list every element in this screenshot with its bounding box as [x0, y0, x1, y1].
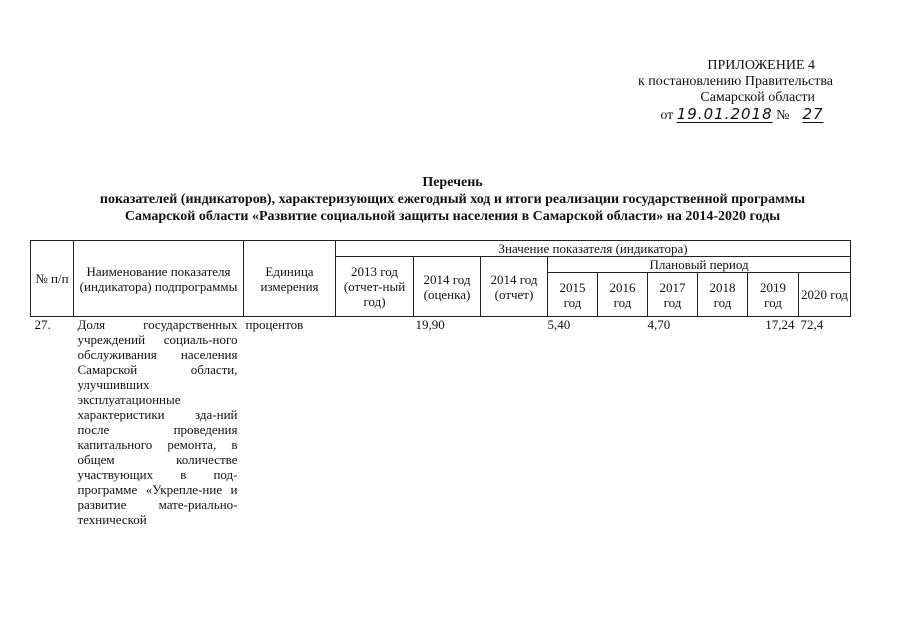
- header-2014-report: 2014 год (отчет): [481, 257, 548, 317]
- title-line-3: Самарской области «Развитие социальной защиты населения в Самарской области» на 2014-2020 годы: [124, 209, 781, 224]
- title-line-2: показателей (индикаторов), характеризующих ежегодный ход и итоги реализации государственной программы: [99, 192, 806, 207]
- handwritten-date: 19.01.2018: [676, 105, 773, 123]
- row-value-2013: [336, 317, 414, 528]
- header-2017: 2017 год: [648, 273, 698, 317]
- header-name: Наименование показателя (индикатора) подпрограммы: [74, 241, 244, 317]
- header-2019: 2019 год: [748, 273, 799, 317]
- row-value-2014-report: [481, 317, 548, 528]
- row-indicator-name: Доля государственных учреждений социаль-ного обслуживания населения Самарской области, улучшивших эксплуатационные характеристики зда-ний после проведения капитального ремонта, в общем количестве участвующих в под-программе «Укрепле-ние и развитие мате-риально-технической: [74, 317, 244, 528]
- header-2020: 2020 год: [799, 273, 851, 317]
- header-planned-period: Плановый период: [548, 257, 851, 273]
- appendix-date-line: [638, 106, 833, 124]
- row-value-2014-estimate: 19,90: [414, 317, 481, 528]
- row-unit: процентов: [244, 317, 336, 528]
- header-value-group: Значение показателя (индикатора): [336, 241, 851, 257]
- header-num: № п/п: [31, 241, 74, 317]
- document-title: [0, 174, 905, 225]
- row-number: 27.: [31, 317, 74, 528]
- number-sign: №: [776, 108, 790, 123]
- table-row: [31, 317, 851, 528]
- row-value-2020: 72,4: [799, 317, 851, 528]
- row-value-2017: 4,70: [648, 317, 698, 528]
- title-line-1: Перечень: [422, 175, 483, 190]
- appendix-title: ПРИЛОЖЕНИЕ 4: [707, 58, 815, 73]
- row-value-2016: [598, 317, 648, 528]
- header-2013: 2013 год (отчет-ный год): [336, 257, 414, 317]
- appendix-resolution-line: к постановлению Правительства: [637, 74, 833, 89]
- header-2018: 2018 год: [698, 273, 748, 317]
- row-value-2019: 17,24: [748, 317, 799, 528]
- appendix-block: [638, 58, 833, 124]
- indicators-table: [30, 240, 850, 580]
- header-unit: Единица измерения: [244, 241, 336, 317]
- date-prefix: от: [660, 108, 674, 123]
- handwritten-number: 27: [802, 105, 824, 123]
- appendix-region-line: Самарской области: [700, 90, 815, 105]
- row-value-2018: [698, 317, 748, 528]
- header-2014-estimate: 2014 год (оценка): [414, 257, 481, 317]
- header-2015: 2015 год: [548, 273, 598, 317]
- header-2016: 2016 год: [598, 273, 648, 317]
- row-value-2015: 5,40: [548, 317, 598, 528]
